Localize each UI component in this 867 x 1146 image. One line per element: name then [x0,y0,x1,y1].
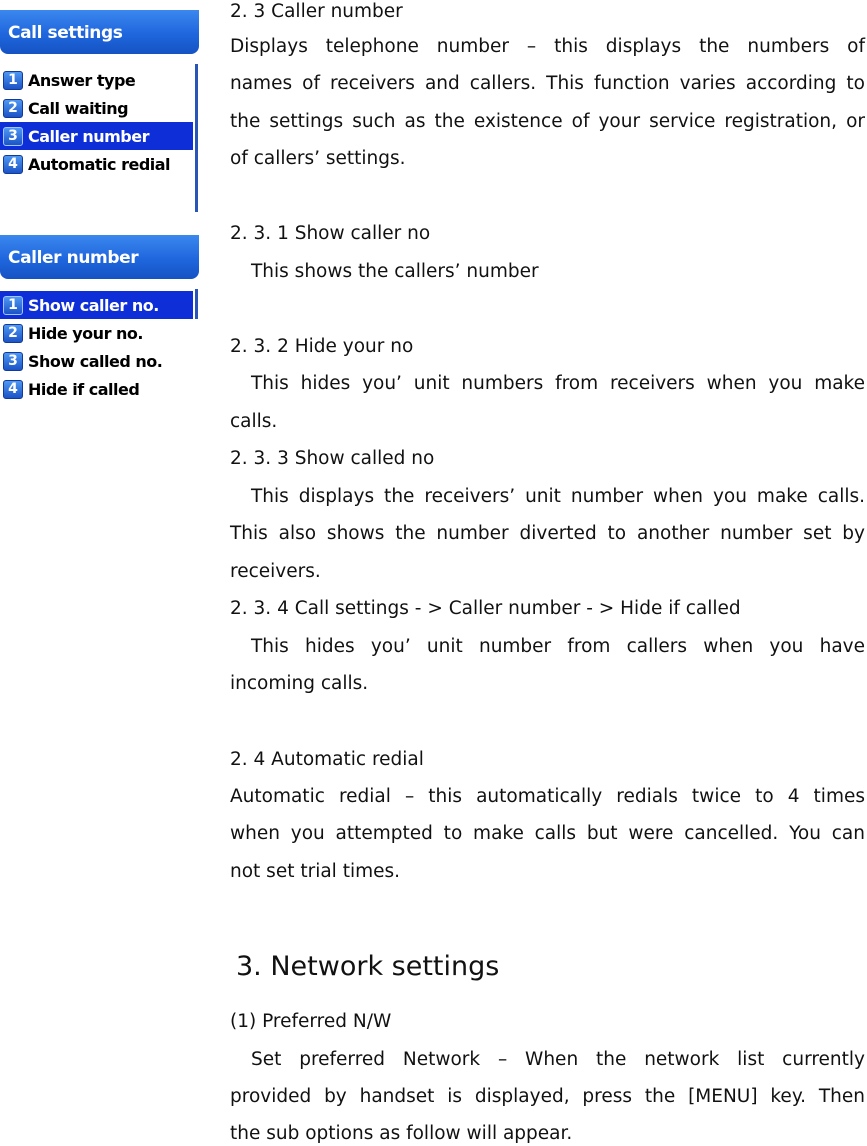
scrollbar[interactable] [195,289,198,319]
paragraph-line: This also shows the number diverted to another number set by [230,523,865,544]
menu-item-automatic-redial[interactable] [0,150,193,178]
screen-title: Call settings [0,10,199,54]
paragraph-line: Automatic redial – this automatically redials twice to 4 times [230,786,865,807]
number-badge-icon: 4 [3,380,23,399]
number-badge-icon: 2 [3,99,23,118]
menu-item-label: Automatic redial [28,154,171,174]
paragraph-line: receivers. [230,561,321,582]
paragraph-line: not set trial times. [230,861,401,882]
menu-item-answer-type[interactable] [0,66,193,94]
paragraph-line: This shows the callers’ number [251,261,539,282]
number-badge-icon: 3 [3,352,23,371]
paragraph-line: calls. [230,411,278,432]
subsection-heading: (1) Preferred N/W [230,1011,392,1032]
subsection-heading: 2. 3. 2 Hide your no [230,336,414,357]
paragraph-line: the sub options as follow will appear. [230,1123,573,1144]
screen-title: Caller number [0,235,199,279]
menu-list [0,54,199,178]
paragraph-line: incoming calls. [230,673,369,694]
paragraph-line: This displays the receivers’ unit number when you make calls. [251,486,865,507]
paragraph-line: provided by handset is displayed, press the [MENU] key. Then [230,1086,865,1107]
paragraph-line: names of receivers and callers. This function varies according to [230,73,865,94]
number-badge-icon: 4 [3,155,23,174]
paragraph-line: of callers’ settings. [230,148,406,169]
chapter-heading: 3. Network settings [236,951,500,982]
menu-item-label: Show called no. [28,351,163,371]
caller-number-screen [0,235,199,435]
menu-item-label: Show caller no. [28,295,159,315]
paragraph-line: Displays telephone number – this displays the numbers of [230,36,865,57]
scrollbar[interactable] [195,64,198,212]
menu-item-label: Call waiting [28,98,129,118]
menu-item-hide-your-no[interactable] [0,319,193,347]
subsection-heading: 2. 3. 1 Show caller no [230,223,431,244]
menu-item-call-waiting[interactable] [0,94,193,122]
call-settings-screen [0,10,199,210]
menu-list [0,279,199,403]
menu-item-label: Caller number [28,126,149,146]
menu-item-label: Hide your no. [28,323,143,343]
menu-item-caller-number[interactable] [0,122,193,150]
number-badge-icon: 2 [3,324,23,343]
subsection-heading: 2. 3. 3 Show called no [230,448,435,469]
paragraph-line: This hides you’ unit number from callers when you have [251,636,865,657]
paragraph-line: This hides you’ unit numbers from receivers when you make [251,373,865,394]
paragraph-line: the settings such as the existence of your service registration, or [230,111,865,132]
section-heading: 2. 3 Caller number [230,1,403,22]
subsection-heading: 2. 3. 4 Call settings - > Caller number - > Hide if called [230,598,741,619]
menu-item-label: Answer type [28,70,136,90]
number-badge-icon: 1 [3,296,23,315]
section-heading: 2. 4 Automatic redial [230,749,424,770]
paragraph-line: when you attempted to make calls but were cancelled. You can [230,823,865,844]
paragraph-line: Set preferred Network – When the network list currently [251,1049,865,1070]
number-badge-icon: 3 [3,127,23,146]
menu-item-label: Hide if called [28,379,140,399]
menu-item-show-called-no[interactable] [0,347,193,375]
menu-item-show-caller-no[interactable] [0,291,193,319]
number-badge-icon: 1 [3,71,23,90]
menu-item-hide-if-called[interactable] [0,375,193,403]
